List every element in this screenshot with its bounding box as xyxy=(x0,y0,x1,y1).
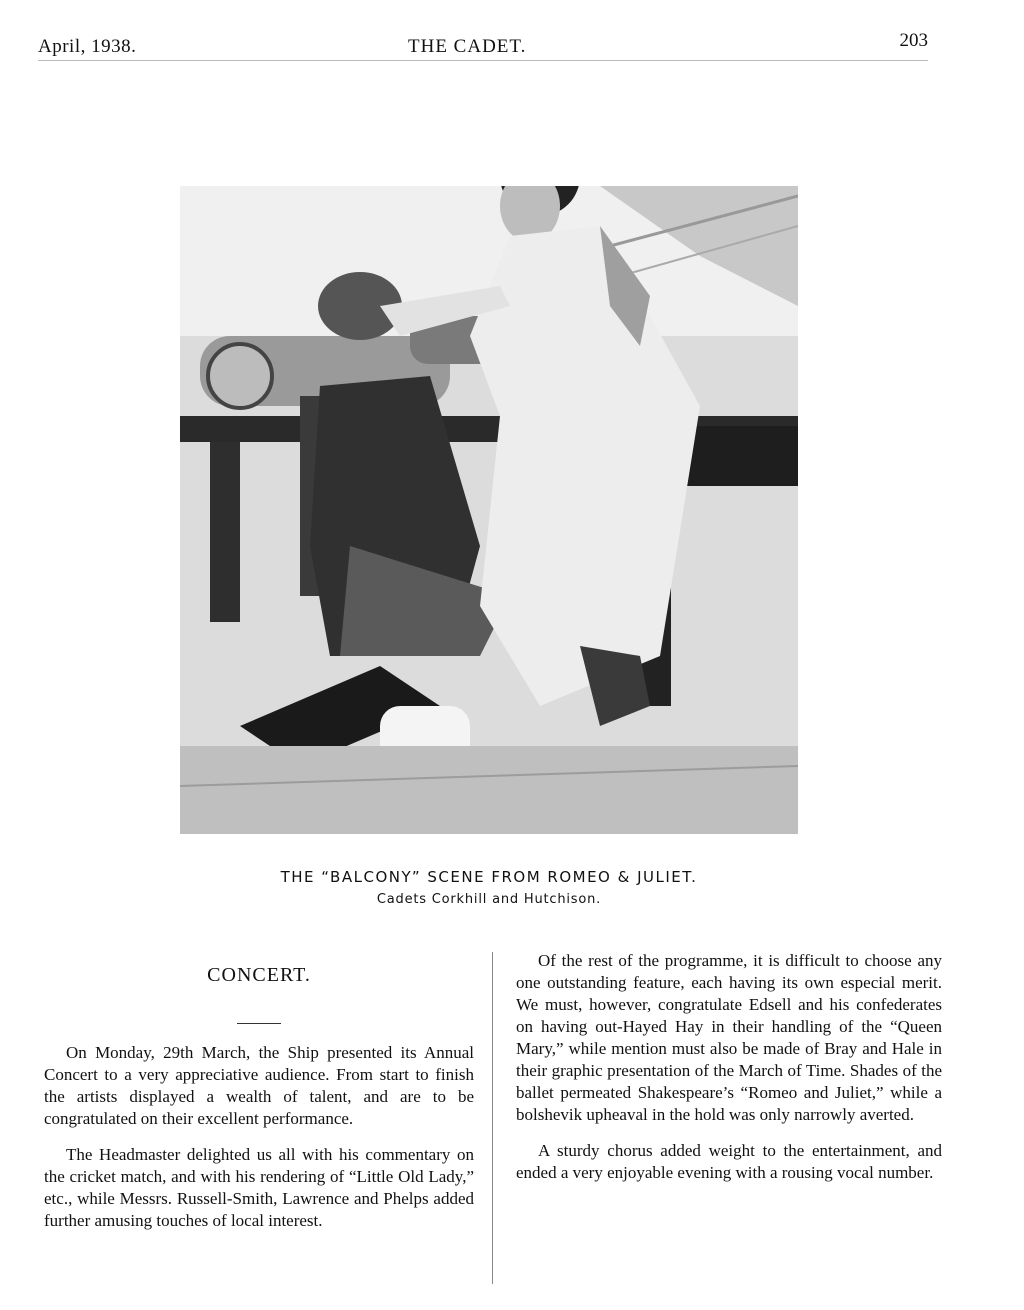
paragraph: On Monday, 29th March, the Ship presented its Annual Concert to a very appreciative audience. From start to finish the artists displayed a wealth of talent, and are to be congratulated on their excellent performance. xyxy=(44,1043,474,1128)
publication-title: THE CADET. xyxy=(408,36,527,57)
article-heading: CONCERT. xyxy=(207,964,311,986)
page-header xyxy=(38,28,928,61)
article-right-column xyxy=(516,950,942,1198)
issue-date: April, 1938. xyxy=(38,36,137,57)
paragraph: The Headmaster delighted us all with his commentary on the cricket match, and with his rendering of “Little Old Lady,” etc., while Messrs. Russell-Smith, Lawrence and Phelps added further amusing touches of local interest. xyxy=(44,1145,474,1230)
paragraph: Of the rest of the programme, it is difficult to choose any one outstanding feature, each having its own especial merit. We must, however, congratulate Edsell and his confederates on having out-Hayed Hay in their handling of the “Queen Mary,” while mention must also be made of Bray and Hale in their graphic presentation of the March of Time. Shades of the ballet permeated Shakespeare’s “Romeo and Juliet,” while a bolshevik upheaval in the hold was only narrowly averted. xyxy=(516,951,942,1124)
column-divider xyxy=(492,952,493,1284)
photo-caption-credit: Cadets Corkhill and Hutchison. xyxy=(376,892,602,907)
page-number: 203 xyxy=(899,30,928,51)
heading-rule xyxy=(237,1023,281,1024)
balcony-scene-photo xyxy=(180,186,798,834)
paragraph: A sturdy chorus added weight to the entertainment, and ended a very enjoyable evening with a rousing vocal number. xyxy=(516,1141,942,1182)
photo-caption-title: THE “BALCONY” SCENE FROM ROMEO & JULIET. xyxy=(280,868,698,886)
article-left-column xyxy=(44,958,474,1246)
